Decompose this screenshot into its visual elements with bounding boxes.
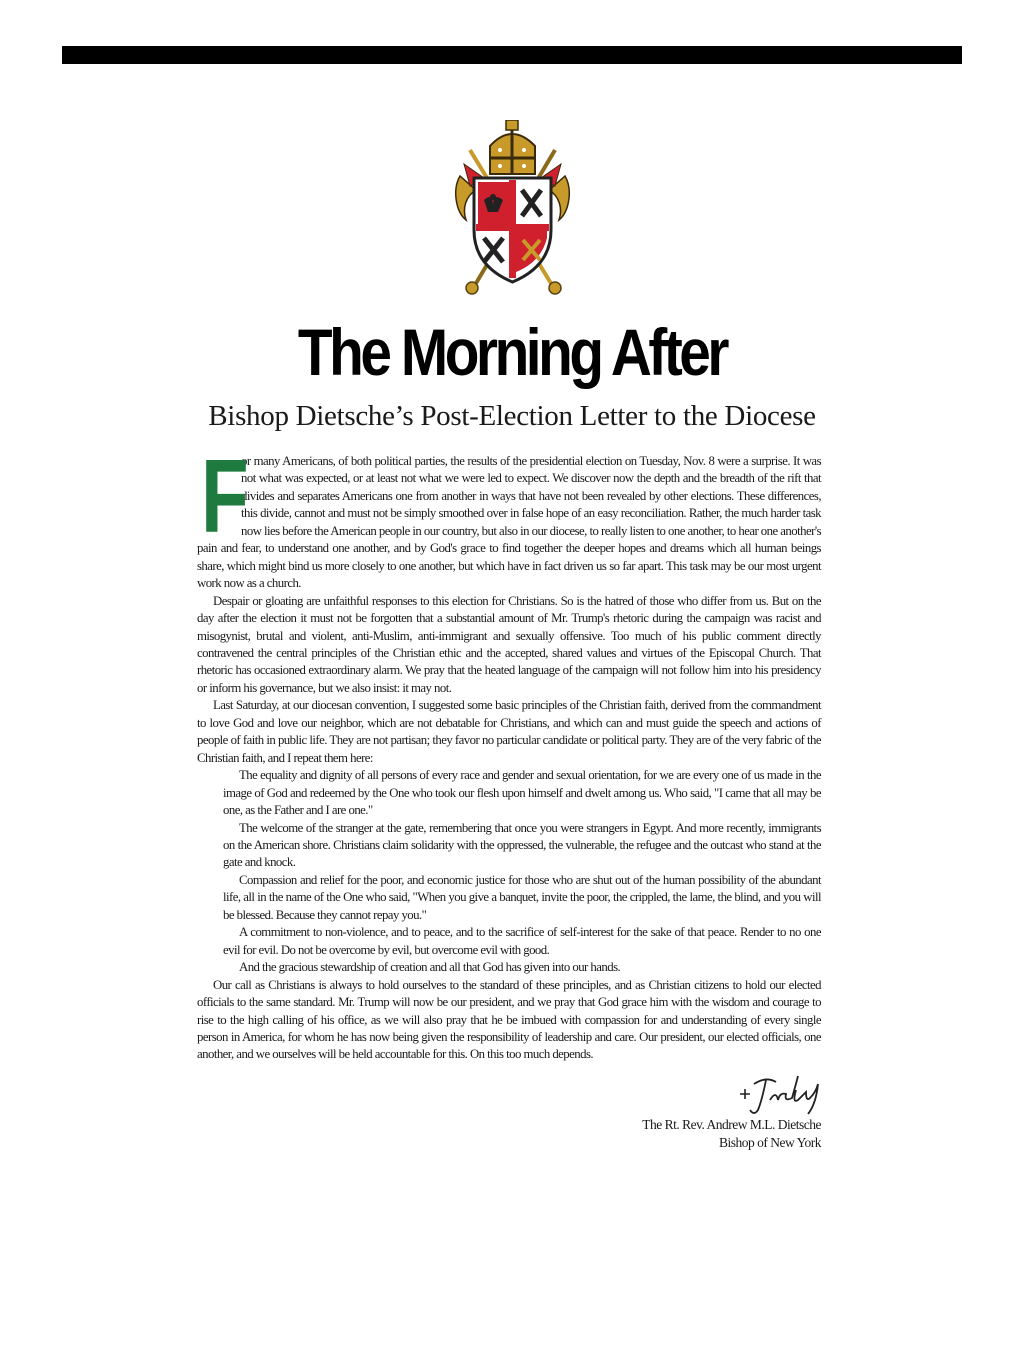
- page-subtitle: Bishop Dietsche’s Post-Election Letter to the Diocese: [208, 400, 816, 432]
- principle-item: The equality and dignity of all persons of every race and gender and sexual orientation, for we are every one of us made in the image of God and redeemed by the One who took our flesh upon himself and dwelt among us. Who said, "I came that all may be one, as the Father and I are one.": [223, 768, 821, 818]
- principle-item: And the gracious stewardship of creation and all that God has given into our hands.: [239, 960, 621, 975]
- signatory-office: Bishop of New York: [718, 1135, 821, 1150]
- drop-cap: F: [201, 439, 249, 555]
- letter-body: [197, 439, 821, 1064]
- top-rule: [62, 46, 962, 64]
- signatory-name: The Rt. Rev. Andrew M.L. Dietsche: [642, 1117, 821, 1132]
- letter-paragraph: Last Saturday, at our diocesan convention, I suggested some basic principles of the Christian faith, derived from the commandment to love God and love our neighbor, which are not debatable for Christians, and which can and must guide the speech and actions of people of faith in public life. They are not partisan; they favor no particular candidate or political party. They are of the very fabric of the Christian faith, and I repeat them here:: [197, 698, 821, 765]
- handwritten-signature: [736, 1070, 826, 1118]
- principle-item: A commitment to non-violence, and to peace, and to the sacrifice of self-interest for the sake of that peace. Render to no one evil for evil. Do not be overcome by evil, but overcome evil with good.: [223, 925, 821, 957]
- letter-paragraph: Our call as Christians is always to hold ourselves to the standard of these principles, and as Christian citizens to hold our elected officials to the same standard. Mr. Trump will now be our president, and we pray that God grace him with the wisdom and courage to rise to the high calling of his office, as we will also pray that he be imbued with compassion for and understanding of every single person in America, for whom he has now being given the responsibility of leadership and care. Our president, our elected officials, one another, and we ourselves will be held accountable for this. On this too much depends.: [197, 977, 821, 1062]
- letter-paragraph: F or many Americans, of both political parties, the results of the presidential election on Tuesday, Nov. 8 were a surprise. It was not what was expected, or at least not what we were led to expect. We discover now the depth and the breadth of the rift that divides and separates Americans one from another in ways that have not been revealed by other elections. These differences, this divide, cannot and must not be simply smoothed over in false hope of an easy reconciliation. Rather, the much harder task now lies before the American people in our country, but also in our diocese, to really listen to one another, to hear one another's pain and fear, to understand one another, and by God's grace to find together the deeper hopes and dreams which all human beings share, which might bind us more closely to one another, but which have in fact driven us so far apart. This task may be our most urgent work now as a church.: [197, 439, 821, 591]
- page-title: The Morning After: [297, 315, 727, 389]
- principle-item: The welcome of the stranger at the gate, remembering that once you were strangers in Egypt. And more recently, immigrants on the American shore. Christians claim solidarity with the oppressed, the vulnerable, the refugee and the outcast who stand at the gate and knock.: [223, 820, 821, 870]
- letter-paragraph: Despair or gloating are unfaithful responses to this election for Christians. So is the hatred of those who differ from us. But on the day after the election it must not be forgotten that a substantial amount of Mr. Trump's rhetoric during the campaign was racist and misogynist, brutal and violent, anti-Muslim, anti-immigrant and sexually offensive. Too much of his public comment directly contravened the central principles of the Christian ethic and the accepted, shared values and virtues of the Episcopal Church. That rhetoric has occasioned extraordinary alarm. We pray that the heated language of the campaign will not follow him into his presidency or inform his governance, but we also insist: it may not.: [197, 593, 821, 695]
- principle-item: Compassion and relief for the poor, and economic justice for those who are shut out of the human possibility of the abundant life, all in the name of the One who said, "When you give a banquet, invite the poor, the crippled, the lame, the blind, and you will be blessed. Because they cannot repay you.": [223, 872, 821, 922]
- diocese-seal-icon: [450, 120, 575, 298]
- signature-block: [642, 1116, 821, 1152]
